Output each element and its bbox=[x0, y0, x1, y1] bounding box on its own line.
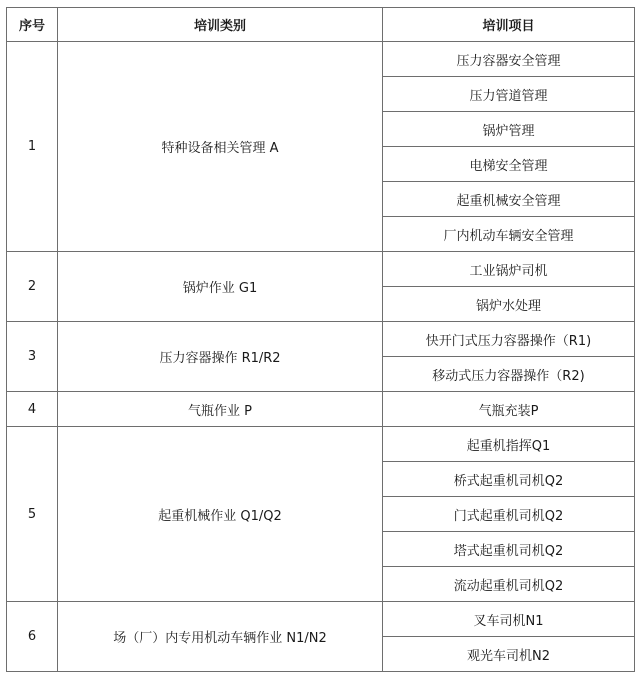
item-cell: 桥式起重机司机Q2 bbox=[383, 462, 635, 497]
item-cell: 气瓶充装P bbox=[383, 392, 635, 427]
seq-cell: 5 bbox=[7, 427, 58, 602]
table-header bbox=[7, 8, 635, 42]
seq-cell: 6 bbox=[7, 602, 58, 672]
item-cell: 压力管道管理 bbox=[383, 77, 635, 112]
item-cell: 移动式压力容器操作（R2) bbox=[383, 357, 635, 392]
category-cell: 压力容器操作 R1/R2 bbox=[58, 322, 383, 392]
seq-cell: 4 bbox=[7, 392, 58, 427]
item-cell: 锅炉水处理 bbox=[383, 287, 635, 322]
item-cell: 流动起重机司机Q2 bbox=[383, 567, 635, 602]
header-item: 培训项目 bbox=[383, 8, 635, 42]
item-cell: 快开门式压力容器操作（R1) bbox=[383, 322, 635, 357]
table-row bbox=[7, 252, 635, 287]
table-row bbox=[7, 602, 635, 637]
header-seq: 序号 bbox=[7, 8, 58, 42]
table-body bbox=[7, 42, 635, 672]
item-cell: 门式起重机司机Q2 bbox=[383, 497, 635, 532]
item-cell: 起重机指挥Q1 bbox=[383, 427, 635, 462]
table-row bbox=[7, 322, 635, 357]
item-cell: 叉车司机N1 bbox=[383, 602, 635, 637]
table-row bbox=[7, 42, 635, 77]
training-table bbox=[6, 7, 635, 672]
item-cell: 观光车司机N2 bbox=[383, 637, 635, 672]
seq-cell: 1 bbox=[7, 42, 58, 252]
table-row bbox=[7, 427, 635, 462]
item-cell: 起重机械安全管理 bbox=[383, 182, 635, 217]
category-cell: 气瓶作业 P bbox=[58, 392, 383, 427]
seq-cell: 2 bbox=[7, 252, 58, 322]
item-cell: 厂内机动车辆安全管理 bbox=[383, 217, 635, 252]
header-row bbox=[7, 8, 635, 42]
item-cell: 工业锅炉司机 bbox=[383, 252, 635, 287]
category-cell: 特种设备相关管理 A bbox=[58, 42, 383, 252]
item-cell: 锅炉管理 bbox=[383, 112, 635, 147]
category-cell: 起重机械作业 Q1/Q2 bbox=[58, 427, 383, 602]
table-row bbox=[7, 392, 635, 427]
category-cell: 场（厂）内专用机动车辆作业 N1/N2 bbox=[58, 602, 383, 672]
header-category: 培训类别 bbox=[58, 8, 383, 42]
item-cell: 压力容器安全管理 bbox=[383, 42, 635, 77]
category-cell: 锅炉作业 G1 bbox=[58, 252, 383, 322]
item-cell: 电梯安全管理 bbox=[383, 147, 635, 182]
seq-cell: 3 bbox=[7, 322, 58, 392]
item-cell: 塔式起重机司机Q2 bbox=[383, 532, 635, 567]
